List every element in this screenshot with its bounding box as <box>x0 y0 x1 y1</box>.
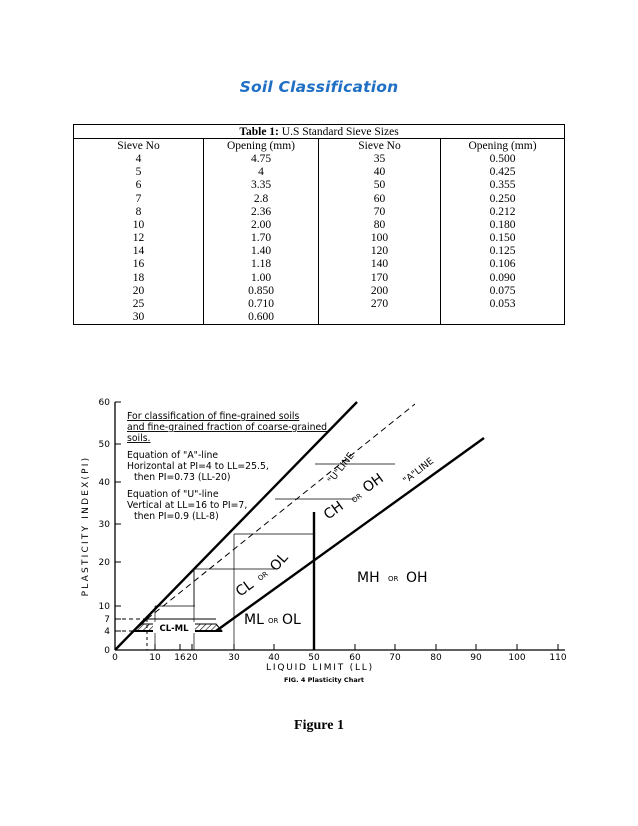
table-caption-bold: Table 1: <box>239 125 279 138</box>
table-row <box>74 192 565 205</box>
x-tick-label: 100 <box>508 653 526 663</box>
table-caption <box>74 125 565 139</box>
table-cell: 12 <box>74 232 204 245</box>
document-title: Soil Classification <box>239 78 399 96</box>
zone-cl-or: OR <box>256 570 270 583</box>
table-cell: 200 <box>319 284 441 297</box>
table-cell: 1.18 <box>204 258 319 271</box>
table-cell: 25 <box>74 297 204 310</box>
x-tick-label: 110 <box>549 653 567 663</box>
table-row <box>74 311 565 325</box>
zone-ch-or: OR <box>350 492 364 505</box>
chart-caption: FIG. 4 Plasticity Chart <box>283 676 365 684</box>
table-cell: 3.35 <box>204 179 319 192</box>
table-cell: 0.090 <box>441 271 565 284</box>
x-tick-label: 20 <box>186 653 198 663</box>
table-cell <box>441 311 565 325</box>
x-tick-label: 80 <box>430 653 442 663</box>
table-cell: 170 <box>319 271 441 284</box>
table-cell: 0.180 <box>441 218 565 231</box>
table-cell: 1.00 <box>204 271 319 284</box>
chart-note-line: Vertical at LL=16 to PI=7, <box>127 500 248 511</box>
x-tick-label: 30 <box>228 653 240 663</box>
zone-oh-upper: OH <box>359 470 387 497</box>
table-cell: 0.425 <box>441 166 565 179</box>
chart-notes <box>127 411 327 522</box>
table-cell: 4.75 <box>204 152 319 165</box>
x-tick-label: 10 <box>149 653 161 663</box>
zone-oh-lower: OH <box>406 570 428 586</box>
y-tick-label: 4 <box>104 627 110 637</box>
x-tick-label: 60 <box>349 653 361 663</box>
zone-ml: ML <box>244 612 264 628</box>
header-sieve-no-1: Sieve No <box>74 139 204 153</box>
table-row <box>74 297 565 310</box>
x-tick-label: 90 <box>470 653 482 663</box>
table-body <box>74 152 565 324</box>
table-cell: 2.00 <box>204 218 319 231</box>
zone-cl: CL <box>232 576 257 601</box>
table-cell: 270 <box>319 297 441 310</box>
chart-note-line: and fine-grained fraction of coarse-grained <box>127 422 328 433</box>
x-tick-label: 0 <box>112 653 118 663</box>
x-tick-group <box>112 644 567 663</box>
table-header-row <box>74 139 565 153</box>
table-cell: 40 <box>319 166 441 179</box>
table-row <box>74 245 565 258</box>
table-cell: 18 <box>74 271 204 284</box>
u-line-label: "U"LINE <box>325 450 357 486</box>
table-cell: 8 <box>74 205 204 218</box>
upper-boundary-line <box>115 402 357 650</box>
y-axis-label: PLASTICITY INDEX(PI) <box>81 455 91 597</box>
table-cell: 0.710 <box>204 297 319 310</box>
table-cell: 60 <box>319 192 441 205</box>
table-cell: 2.36 <box>204 205 319 218</box>
table-cell: 0.053 <box>441 297 565 310</box>
table-cell: 0.600 <box>204 311 319 325</box>
x-tick-label: 16 <box>174 653 186 663</box>
chart-note-line: then PI=0.9 (LL-8) <box>134 511 219 522</box>
table-cell: 80 <box>319 218 441 231</box>
x-tick-label: 50 <box>308 653 320 663</box>
table-caption-text: U.S Standard Sieve Sizes <box>278 125 399 138</box>
chart-note-line: For classification of fine-grained soils <box>127 411 300 422</box>
table-cell: 0.850 <box>204 284 319 297</box>
y-tick-group <box>99 398 121 656</box>
table-row <box>74 258 565 271</box>
y-tick-label: 10 <box>98 602 110 612</box>
table-cell: 100 <box>319 232 441 245</box>
header-opening-1: Opening (mm) <box>204 139 319 153</box>
zone-mh: MH <box>357 570 380 586</box>
y-tick-label: 30 <box>98 520 110 530</box>
table-cell: 30 <box>74 311 204 325</box>
a-line-label: "A"LINE <box>401 455 436 487</box>
table-cell: 140 <box>319 258 441 271</box>
chart-note-line: Horizontal at PI=4 to LL=25.5, <box>127 461 269 472</box>
table-cell: 10 <box>74 218 204 231</box>
x-axis-label: LIQUID LIMIT (LL) <box>266 663 374 673</box>
table-cell: 70 <box>319 205 441 218</box>
y-tick-label: 50 <box>98 440 110 450</box>
table-cell: 7 <box>74 192 204 205</box>
table-cell: 20 <box>74 284 204 297</box>
table-cell: 16 <box>74 258 204 271</box>
y-tick-label: 40 <box>98 478 110 488</box>
zone-ol-lower: OL <box>282 612 301 628</box>
y-tick-label: 0 <box>104 646 110 656</box>
table-row <box>74 271 565 284</box>
x-tick-label: 70 <box>389 653 401 663</box>
table-cell: 6 <box>74 179 204 192</box>
zone-mh-or: OR <box>388 575 399 583</box>
chart-note-line: soils. <box>127 433 151 444</box>
table-cell: 2.8 <box>204 192 319 205</box>
y-tick-label: 20 <box>98 558 110 568</box>
table-row <box>74 218 565 231</box>
table-cell: 0.125 <box>441 245 565 258</box>
table-cell: 120 <box>319 245 441 258</box>
chart-note-line: Equation of "U"-line <box>127 489 219 500</box>
table-row <box>74 232 565 245</box>
table-cell: 14 <box>74 245 204 258</box>
plasticity-chart <box>70 392 570 692</box>
zone-ol-upper: OL <box>267 549 292 575</box>
table-cell: 1.40 <box>204 245 319 258</box>
table-cell: 0.212 <box>441 205 565 218</box>
table-cell: 50 <box>319 179 441 192</box>
chart-note-line: Equation of "A"-line <box>127 450 219 461</box>
sieve-size-table <box>73 124 565 325</box>
header-opening-2: Opening (mm) <box>441 139 565 153</box>
x-tick-label: 40 <box>268 653 280 663</box>
table-cell: 35 <box>319 152 441 165</box>
table-cell: 4 <box>204 166 319 179</box>
table-row <box>74 152 565 165</box>
zone-cl-ml: CL-ML <box>159 624 189 634</box>
table-cell: 1.70 <box>204 232 319 245</box>
table-row <box>74 205 565 218</box>
table-row <box>74 179 565 192</box>
table-row <box>74 284 565 297</box>
y-tick-label: 60 <box>98 398 110 408</box>
header-sieve-no-2: Sieve No <box>319 139 441 153</box>
table-cell: 4 <box>74 152 204 165</box>
table-cell: 0.075 <box>441 284 565 297</box>
zone-ch: CH <box>320 498 347 524</box>
table-cell: 0.355 <box>441 179 565 192</box>
table-cell: 0.250 <box>441 192 565 205</box>
zone-ml-or: OR <box>268 617 279 625</box>
table-cell <box>319 311 441 325</box>
chart-note-line: then PI=0.73 (LL-20) <box>134 472 231 483</box>
table-cell: 0.500 <box>441 152 565 165</box>
table-cell: 0.106 <box>441 258 565 271</box>
y-tick-label: 7 <box>104 615 110 625</box>
table-row <box>74 166 565 179</box>
table-cell: 5 <box>74 166 204 179</box>
table-cell: 0.150 <box>441 232 565 245</box>
figure-label: Figure 1 <box>294 718 344 733</box>
